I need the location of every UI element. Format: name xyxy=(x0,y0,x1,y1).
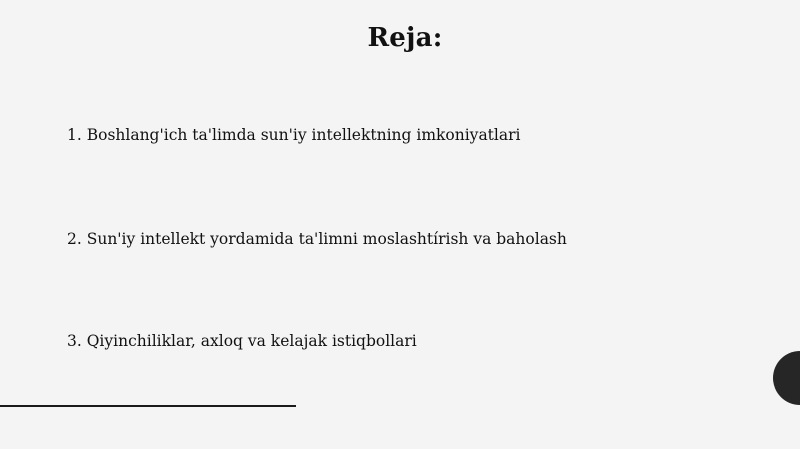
accent-divider xyxy=(0,405,296,407)
plan-item: 2. Sun'iy intellekt yordamida ta'limni moslashtírish va baholash xyxy=(67,230,567,248)
plan-item: 1. Boshlang'ich ta'limda sun'iy intellektning imkoniyatlari xyxy=(67,126,521,144)
slide-title: Reja: xyxy=(367,23,443,53)
plan-item: 3. Qiyinchiliklar, axloq va kelajak istiqbollari xyxy=(67,332,417,350)
